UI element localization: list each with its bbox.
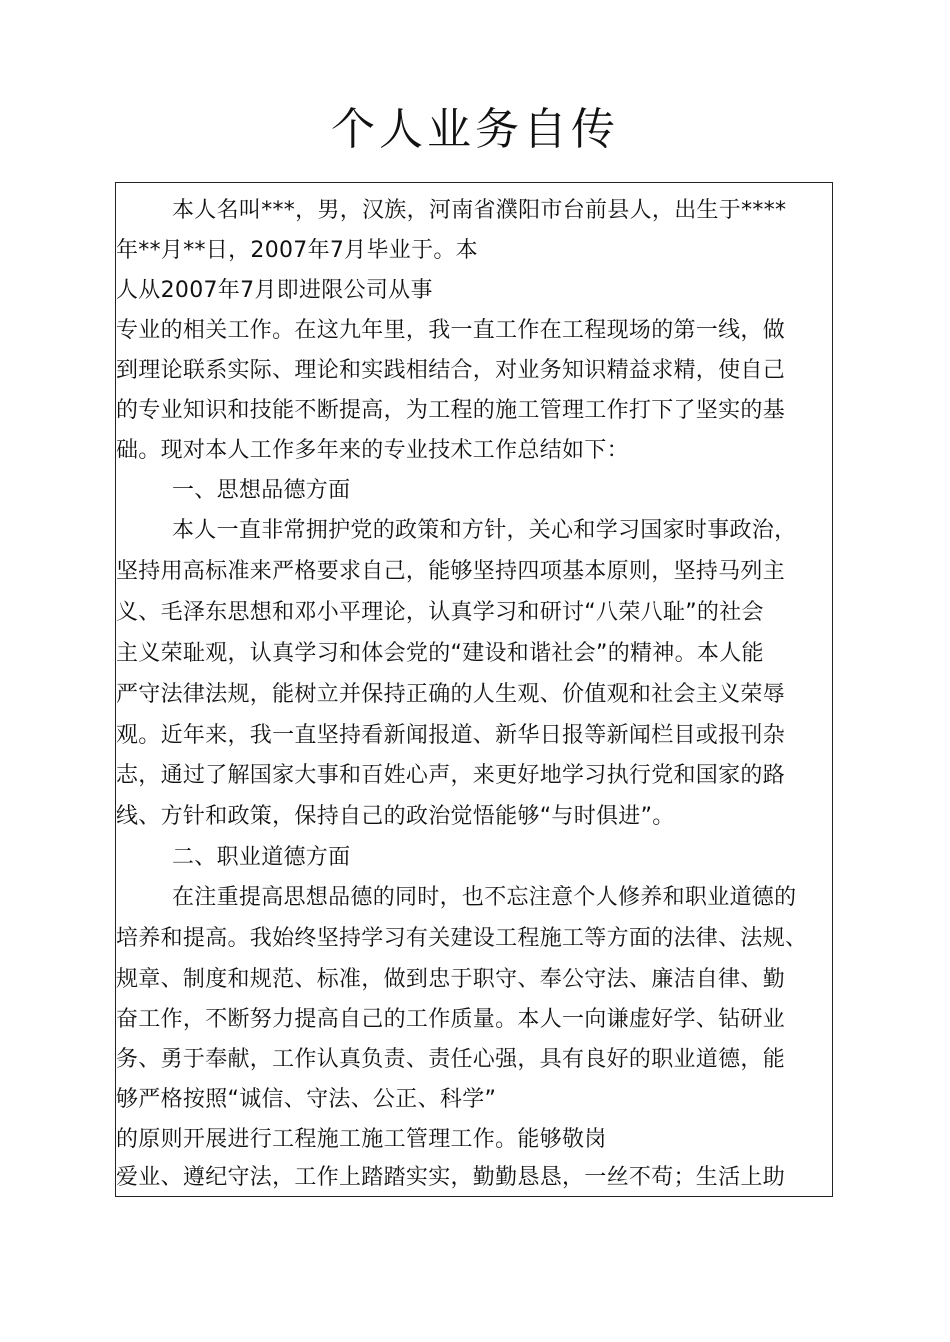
paragraph-line: 础。现对本人工作多年来的专业技术工作总结如下： xyxy=(116,438,629,463)
paragraph-line: 主义荣耻观，认真学习和体会党的“建设和谐社会”的精神。本人能 xyxy=(116,641,764,666)
paragraph-line: 在注重提高思想品德的同时，也不忘注意个人修养和职业道德的 xyxy=(172,885,797,910)
paragraph-line: 的原则开展进行工程施工施工管理工作。能够敬岗 xyxy=(116,1127,607,1152)
paragraph-line: 义、毛泽东思想和邓小平理论，认真学习和研讨“八荣八耻”的社会 xyxy=(116,600,764,625)
paragraph-line: 坚持用高标准来严格要求自己，能够坚持四项基本原则，坚持马列主 xyxy=(116,559,786,584)
section-heading: 二、职业道德方面 xyxy=(172,845,351,870)
section-heading: 一、思想品德方面 xyxy=(172,478,351,503)
paragraph-line: 本人一直非常拥护党的政策和方针，关心和学习国家时事政治， xyxy=(172,518,797,543)
document-title: 个人业务自传 xyxy=(331,104,619,155)
paragraph-line: 爱业、遵纪守法，工作上踏踏实实，勤勤恳恳，一丝不苟；生活上助 xyxy=(116,1165,786,1190)
paragraph-line: 观。近年来，我一直坚持看新闻报道、新华日报等新闻栏目或报刊杂 xyxy=(116,723,786,748)
paragraph-line: 规章、制度和规范、标准，做到忠于职守、奉公守法、廉洁自律、勤 xyxy=(116,967,786,992)
paragraph-line: 志，通过了解国家大事和百姓心声，来更好地学习执行党和国家的路 xyxy=(116,763,786,788)
paragraph-line: 线、方针和政策，保持自己的政治觉悟能够“与时俱进”。 xyxy=(116,804,675,829)
paragraph-line: 严守法律法规，能树立并保持正确的人生观、价值观和社会主义荣辱 xyxy=(116,682,786,707)
paragraph-line: 到理论联系实际、理论和实践相结合，对业务知识精益求精，使自己 xyxy=(116,358,786,383)
paragraph-line: 务、勇于奉献，工作认真负责、责任心强，具有良好的职业道德，能 xyxy=(116,1047,786,1072)
paragraph-line: 年**月**日，2007年7月毕业于。本 xyxy=(116,238,478,263)
paragraph-line: 的专业知识和技能不断提高，为工程的施工管理工作打下了坚实的基 xyxy=(116,398,786,423)
paragraph-line: 够严格按照“诚信、守法、公正、科学” xyxy=(116,1087,497,1112)
paragraph-line: 奋工作，不断努力提高自己的工作质量。本人一向谦虚好学、钻研业 xyxy=(116,1007,786,1032)
paragraph-line: 人从2007年7月即进限公司从事 xyxy=(116,278,433,303)
text-frame xyxy=(115,182,833,1197)
paragraph-line: 培养和提高。我始终坚持学习有关建设工程施工等方面的法律、法规、 xyxy=(116,926,808,951)
paragraph-line: 专业的相关工作。在这九年里，我一直工作在工程现场的第一线，做 xyxy=(116,318,786,343)
paragraph-line: 本人名叫***，男，汉族，河南省濮阳市台前县人，出生于**** xyxy=(172,198,787,223)
